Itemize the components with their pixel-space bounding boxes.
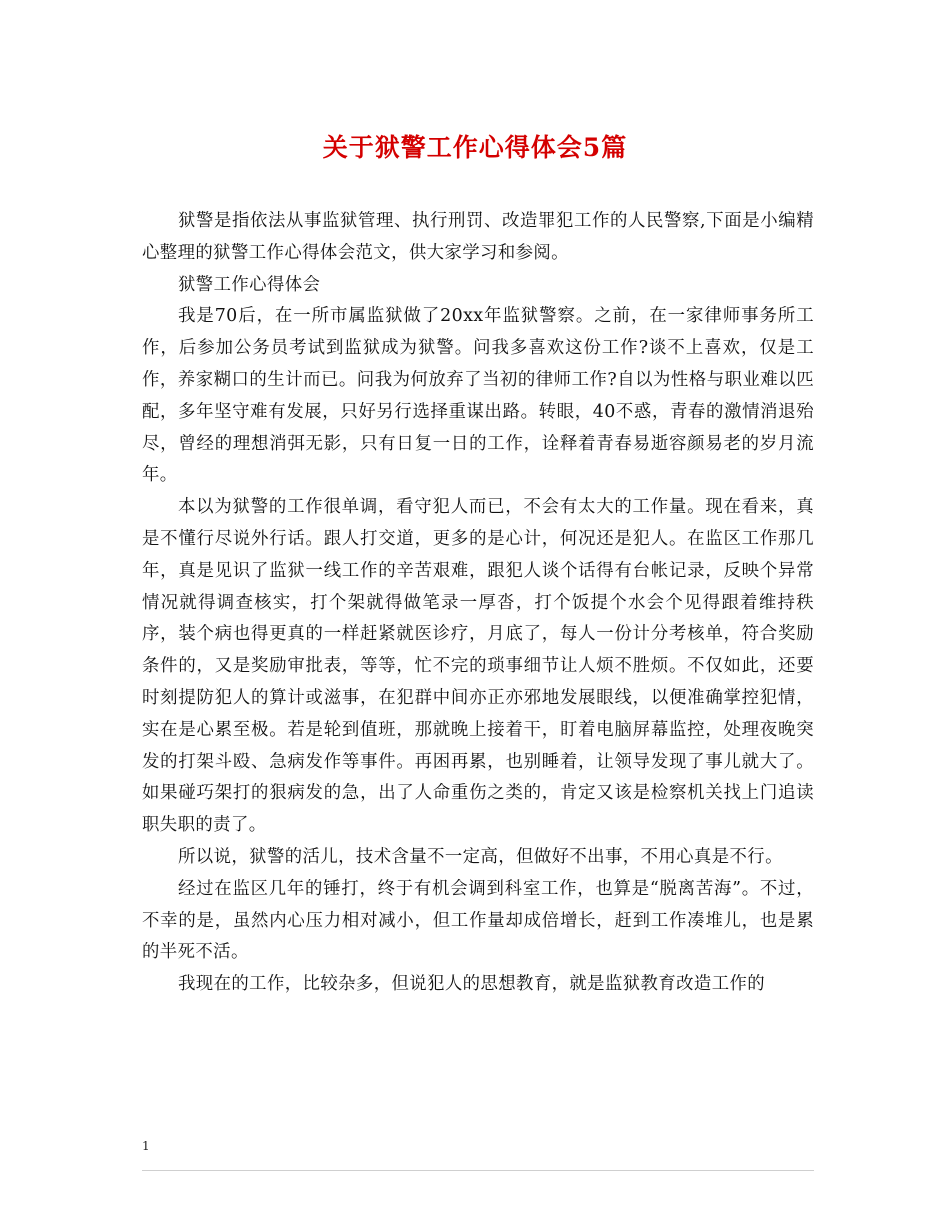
paragraph-current-work: 我现在的工作，比较杂多，但说犯人的思想教育，就是监狱教育改造工作的 [178,974,766,995]
paragraph-transfer: 经过在监区几年的锤打，终于有机会调到科室工作，也算是“脱离苦海”。不过，不幸的是，虽然内心压力相对减小，但工作量却成倍增长，赶到工作凑堆儿，也是累的半死不活。 [142,878,814,963]
footer-divider [142,1170,814,1171]
document-body [142,206,814,1001]
paragraph-intro: 狱警是指依法从事监狱管理、执行刑罚、改造罪犯工作的人民警察,下面是小编精心整理的狱警工作心得体会范文，供大家学习和参阅。 [142,211,814,263]
document-title: 关于狱警工作心得体会5篇 [322,133,628,162]
paragraph-summary: 所以说，狱警的活儿，技术含量不一定高，但做好不出事，不用心真是不行。 [178,846,783,867]
paragraph-background: 我是70后，在一所市属监狱做了20xx年监狱警察。之前，在一家律师事务所工作，后参加公务员考试到监狱成为狱警。问我多喜欢这份工作?谈不上喜欢，仅是工作，养家糊口的生计而已。问我为何放弃了当初的律师工作?自以为性格与职业难以匹配，多年坚守难有发展，只好另行选择重谋出路。转眼，40不惑，青春的激情消退殆尽，曾经的理想消弭无影，只有日复一日的工作，诠释着青春易逝容颜易老的岁月流年。 [142,306,814,486]
page-number: 1 [142,1139,150,1153]
section-heading: 狱警工作心得体会 [178,274,321,295]
paragraph-prison-work: 本以为狱警的工作很单调，看守犯人而已，不会有太大的工作量。现在看来，真是不懂行尽说外行话。跟人打交道，更多的是心计，何况还是犯人。在监区工作那几年，真是见识了监狱一线工作的辛苦艰难，跟犯人谈个话得有台帐记录，反映个异常情况就得调查核实，打个架就得做笔录一厚沓，打个饭提个水会个见得跟着维持秩序，装个病也得更真的一样赶紧就医诊疗，月底了，每人一份计分考核单，符合奖励条件的，又是奖励审批表，等等，忙不完的琐事细节让人烦不胜烦。不仅如此，还要时刻提防犯人的算计或滋事，在犯群中间亦正亦邪地发展眼线，以便准确掌控犯情，实在是心累至极。若是轮到值班，那就晚上接着干，盯着电脑屏幕监控，处理夜晚突发的打架斗殴、急病发作等事件。再困再累，也别睡着，让领导发现了事儿就大了。如果碰巧架打的狠病发的急，出了人命重伤之类的，肯定又该是检察机关找上门追读职失职的责了。 [142,497,814,836]
